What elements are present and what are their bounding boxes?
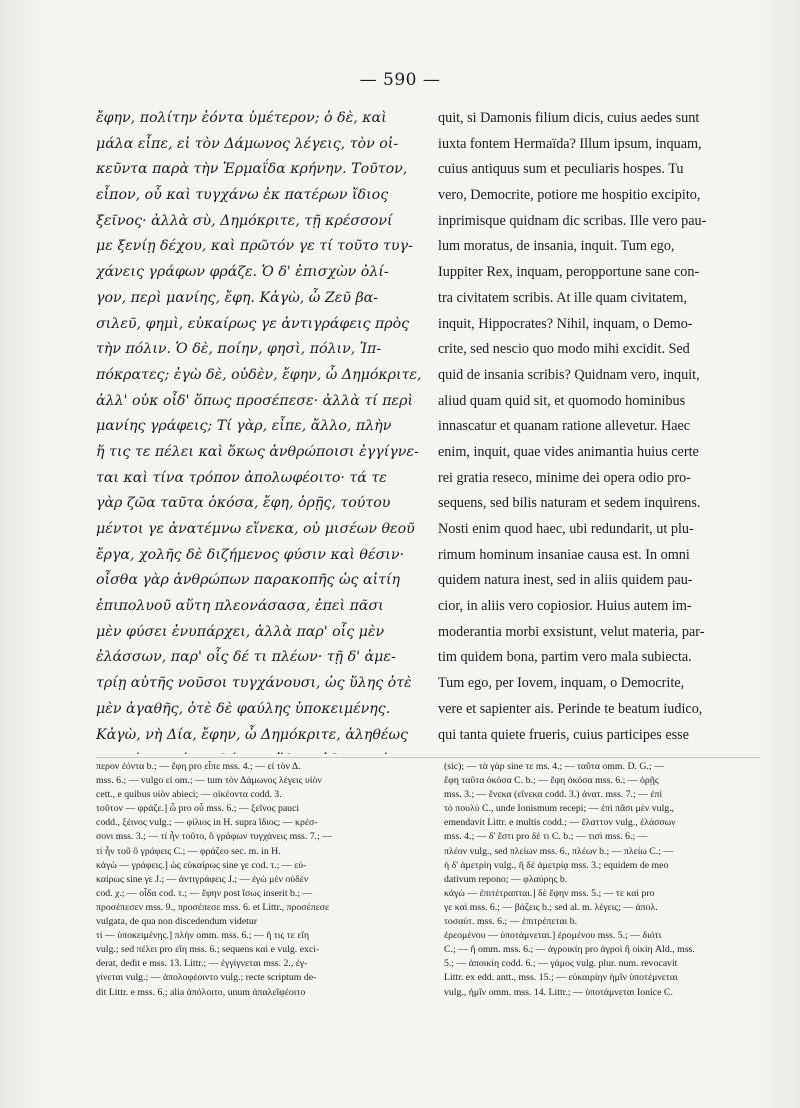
greek-text-line: ἥ τις τε πέλει καὶ ὅκως ἀνθρώποισι ἐγγίγνε- xyxy=(96,443,419,460)
latin-text-line: quidem natura inest, sed in aliis quidem pau- xyxy=(438,572,693,589)
latin-text-line: cuius antiquus sum et peculiaris hospes. Tu xyxy=(438,161,684,178)
note-line: ἔφη ταῦτα ὁκόσα C. b.; — ἔφη ὁκόσα mss. 6.; — ὁρῇς xyxy=(444,775,659,787)
note-line: mss. 6.; — vulgo εἰ om.; — tum τὸν Δάμωνος λέγεις υἱὸν xyxy=(96,775,322,787)
latin-text-line: quid de insania scribis? Quidnam vero, inquit, xyxy=(438,366,700,383)
latin-text-line: crite, sed nescio quo modo mihi excidit. Sed xyxy=(438,341,690,358)
greek-text-line: ἐλάσσων, παρ' οἷς δέ τι πλέων· τῇ δ' ἀμε- xyxy=(96,649,396,666)
greek-text-line: ἀλλ' οὐκ οἶδ' ὅπως προσέπεσε· ἀλλὰ τί περὶ xyxy=(96,392,414,409)
note-line: codd., ξέινος vulg.; — φίλιος in H. supra ἴδιος; — κρέσ- xyxy=(96,817,318,829)
note-line: (sic); — τὰ γὰρ sine τε ms. 4.; — ταῦτα omm. D. G.; — xyxy=(444,761,664,772)
latin-text-line: rei gratia reseco, minime dei opera odio pro- xyxy=(438,469,691,486)
note-line: σονι mss. 3.; — τί ἦν τοῦτο, ὃ γράφων τυγχάνεις mss. 7.; — xyxy=(96,831,333,843)
latin-text-line: lum moratus, de insania, inquit. Tum ego, xyxy=(438,238,675,255)
greek-text-line: γὰρ ζῶα ταῦτα ὁκόσα, ἔφη, ὁρῇς, τούτου xyxy=(96,495,391,512)
footnote-divider xyxy=(96,757,760,758)
greek-text-line: ἐπιπολυοῦ αὕτη πλεονάσασα, ἐπεὶ πᾶσι xyxy=(96,598,384,615)
latin-text-line: Iuppiter Rex, inquam, peropportune sane con- xyxy=(438,264,700,281)
note-line: vulg.; sed πέλει pro εἴη mss. 6.; sequens καὶ e vulg. exci- xyxy=(96,944,320,956)
note-line: γε καὶ mss. 6.; — βάζεις b.; sed al. m. λέγεις; — ἀπολ. xyxy=(444,901,658,913)
note-line: προσέπεσεν mss. 9., προσέπεσε mss. 6. et Littr., προσέπεσε xyxy=(96,901,330,913)
note-line: τὸ πουλὺ C., unde Ionismum recepi; — ἐπὶ πᾶσι μὲν vulg., xyxy=(444,803,675,815)
latin-text-line xyxy=(438,748,760,754)
latin-text-line: moderantia morbi exsistunt, velut materia, par- xyxy=(438,623,705,640)
note-line: τί — ὑποκειμένης.] πλὴν omm. mss. 6.; — ἥ τις τε εἴη xyxy=(96,930,310,942)
note-line: περον ἐόντα b.; — ἔφη pro εἶπε mss. 4.; — εἰ τὸν Δ. xyxy=(96,761,301,772)
greek-text-line: τρίῃ αὐτῆς νοῦσοι τυγχάνουσι, ὡς ὕλης ὁτὲ xyxy=(96,675,412,692)
latin-text-line: enim, inquit, quae vides animantia huius certe xyxy=(438,443,699,460)
greek-text-line: οἶσθα γὰρ ἀνθρώπων παρακοπῆς ὡς αἰτίη xyxy=(96,572,401,589)
note-line: derat, dedit e mss. 13. Littr.; — ἐγγίγνεται mss. 2., ἐγ- xyxy=(96,958,308,970)
latin-text-line: sequens, sed bilis naturam et sedem inquirens. xyxy=(438,495,701,512)
latin-text-line: quit, si Damonis filium dicis, cuius aedes sunt xyxy=(438,110,700,126)
latin-text-column xyxy=(438,106,760,754)
latin-text-line: vero, Democrite, potiore me hospitio excipito, xyxy=(438,187,701,204)
latin-text-line: inprimisque quidnam dic scribas. Ille vero pau- xyxy=(438,212,707,229)
latin-text-line: tra civitatem scribis. At ille quam civitatem, xyxy=(438,289,688,306)
greek-text-line: με ξενίῃ δέχου, καὶ πρῶτόν γε τί τοῦτο τυγ- xyxy=(96,238,413,255)
note-line: cod. χ.; — οἶδα cod. τ.; — ἔφην post ἴσως inserit b.; — xyxy=(96,887,313,899)
note-line: πλέον vulg., sed πλείων mss. 6., πλέων b.; — πλείω C.; — xyxy=(444,845,674,857)
greek-text-line: εἶπον, οὗ καὶ τυγχάνω ἐκ πατέρων ἴδιος xyxy=(96,187,389,204)
greek-text-line: μέντοι γε ἀνατέμνω εἵνεκα, οὐ μισέων θεοῦ xyxy=(96,521,415,537)
note-line: τί ἦν τοῦ ὃ γράφεις C.; — φράζεο sec. m. in H. xyxy=(96,845,281,857)
greek-text-line: πόκρατες; ἐγὼ δὲ, οὐδὲν, ἔφην, ὦ Δημόκριτε, xyxy=(96,366,422,383)
note-line: κἀγὼ — ἐπιτέτραπται.] δὲ ἔφην mss. 5.; — τε καὶ pro xyxy=(444,887,655,899)
greek-text-line: μανίης γράφεις; Τί γὰρ, εἶπε, ἄλλο, πλὴν xyxy=(96,418,392,435)
greek-text-line: ἔργα, χολῆς δὲ διζήμενος φύσιν καὶ θέσιν· xyxy=(96,546,404,563)
greek-text-line: μὲν ἀγαθῆς, ὁτὲ δὲ φαύλης ὑποκειμένης. xyxy=(96,700,391,717)
critical-notes-left xyxy=(96,760,434,1090)
note-line: vulgata, de qua non discedendum videtur xyxy=(96,916,258,928)
latin-text-line: aliud quam quid sit, et quomodo hominibus xyxy=(438,392,686,409)
greek-text-line: χάνεις γράφων φράζε. Ὁ δ' ἐπισχὼν ὀλί- xyxy=(96,264,389,281)
greek-text-line: ἔφην, πολίτην ἐόντα ὑμέτερον; ὁ δὲ, καὶ xyxy=(96,110,387,126)
latin-text-line: cior, in aliis vero copiosior. Huius autem im- xyxy=(438,598,692,615)
greek-text-line xyxy=(96,748,424,754)
greek-text-line: τὴν πόλιν. Ὁ δὲ, ποίην, φησὶ, πόλιν, Ἱπ- xyxy=(96,341,382,358)
latin-text-line: inquit, Hippocrates? Nihil, inquam, o Demo- xyxy=(438,315,693,332)
note-line: mss. 4.; — δ' ἔστι pro δέ τι C. b.; — τισὶ mss. 6.; — xyxy=(444,831,648,843)
greek-text-line: κεῦντα παρὰ τὴν Ἑρμαΐδα κρήνην. Τοῦτον, xyxy=(96,161,408,178)
note-line: mss. 3.; — ἕνεκα (εἵνεκα codd. 3.) ἀνατ. mss. 7.; — ἐπὶ xyxy=(444,789,663,801)
latin-text-line: Nosti enim quod haec, ubi redundarit, ut plu- xyxy=(438,521,694,537)
latin-text-line: vere et sapienter ais. Perinde te beatum iudico, xyxy=(438,700,703,717)
note-line: emendavit Littr. e multis codd.; — ἔλαττον vulg., ἐλάσσων xyxy=(444,817,676,829)
greek-text-line: σιλεῦ, φημὶ, εὐκαίρως γε ἀντιγράφεις πρὸς xyxy=(96,315,410,332)
greek-text-line: Κἀγὼ, νὴ Δία, ἔφην, ὦ Δημόκριτε, ἀληθέως xyxy=(96,726,409,743)
note-line: vulg., ἡμῖν omm. mss. 14. Littr.; — ὑποτάμνεται Ionice C. xyxy=(444,986,673,998)
note-line: ἡ δ' ἀμετρίη vulg., ἢ δὲ ἀμετρίᾳ mss. 3.; equidem de meo xyxy=(444,859,669,871)
note-line: 5.; — ἀποικίη codd. 6.; — γάμος vulg. plur. num. revocavit xyxy=(444,958,678,970)
latin-text-line: innascatur et quanam ratione allevetur. Haec xyxy=(438,418,691,435)
greek-text-line: ξεῖνος· ἀλλὰ σὺ, Δημόκριτε, τῇ κρέσσονί xyxy=(96,212,393,229)
note-line: τοῦτον — φράζε.] ὦ pro οὗ mss. 6.; — ξεῖνος pauci xyxy=(96,803,300,815)
greek-text-column xyxy=(96,106,424,754)
latin-text-line: iuxta fontem Hermaïda? Illum ipsum, inquam, xyxy=(438,135,702,152)
latin-text-line: tim quidem bona, partim vero mala subiecta. xyxy=(438,649,692,666)
page-number: — 590 — xyxy=(359,70,441,90)
note-line: ἐρεομένου — ὑποτάμνεται.] ἐρομένου mss. 5.; — διότι xyxy=(444,930,662,942)
latin-text-line: Tum ego, per Iovem, inquam, o Democrite, xyxy=(438,675,685,692)
critical-notes-right xyxy=(444,760,764,1090)
note-line: dativum repono; — φλαύρης b. xyxy=(444,873,568,885)
greek-text-line: γον, περὶ μανίης, ἔφη. Κἀγὼ, ὦ Ζεῦ βα- xyxy=(96,289,379,306)
note-line: τοσαύτ. mss. 6.; — ἐπιτρέπεται b. xyxy=(444,916,578,928)
greek-text-line: μάλα εἶπε, εἰ τὸν Δάμωνος λέγεις, τὸν οἰ- xyxy=(96,135,399,152)
note-line: dit Littr. e mss. 6.; alia ἀπόλοιτο, unum ἀπαλεῖφέοιτο xyxy=(96,986,306,998)
note-line: καίρως sine γε J.; — ἀντιγράφεις J.; — ἐγὼ μὲν οὐδὲν xyxy=(96,873,309,885)
note-line: C.; — ἢ omm. mss. 6.; — ἀγροικίη pro ἀγροὶ ἢ οἰκίη Ald., mss. xyxy=(444,944,695,956)
note-line: κἀγὼ — γράφεις.] ὡς εὐκαίρως sine γε cod. τ.; — εὐ- xyxy=(96,859,307,871)
note-line: γίνεται vulg.; — ἀπολοφέοιντο vulg.; recte scriptum de- xyxy=(96,972,317,984)
latin-text-line: qui tanta quiete frueris, cuius participes esse xyxy=(438,726,689,743)
latin-text-line: rimum hominum insaniae causa est. In omni xyxy=(438,546,690,563)
greek-text-line: ται καὶ τίνα τρόπον ἀπολωφέοιτο· τά τε xyxy=(96,469,387,486)
note-line: Littr. ex edd. antt., mss. 15.; — εὐκαιρίην ἡμῖν ὑποτέμνεται xyxy=(444,972,678,984)
greek-text-line: μὲν φύσει ἐνυπάρχει, ἀλλὰ παρ' οἷς μὲν xyxy=(96,623,385,640)
note-line: cett., e quibus υἱὸν abieci; — οἰκέοντα codd. 3. xyxy=(96,789,282,801)
